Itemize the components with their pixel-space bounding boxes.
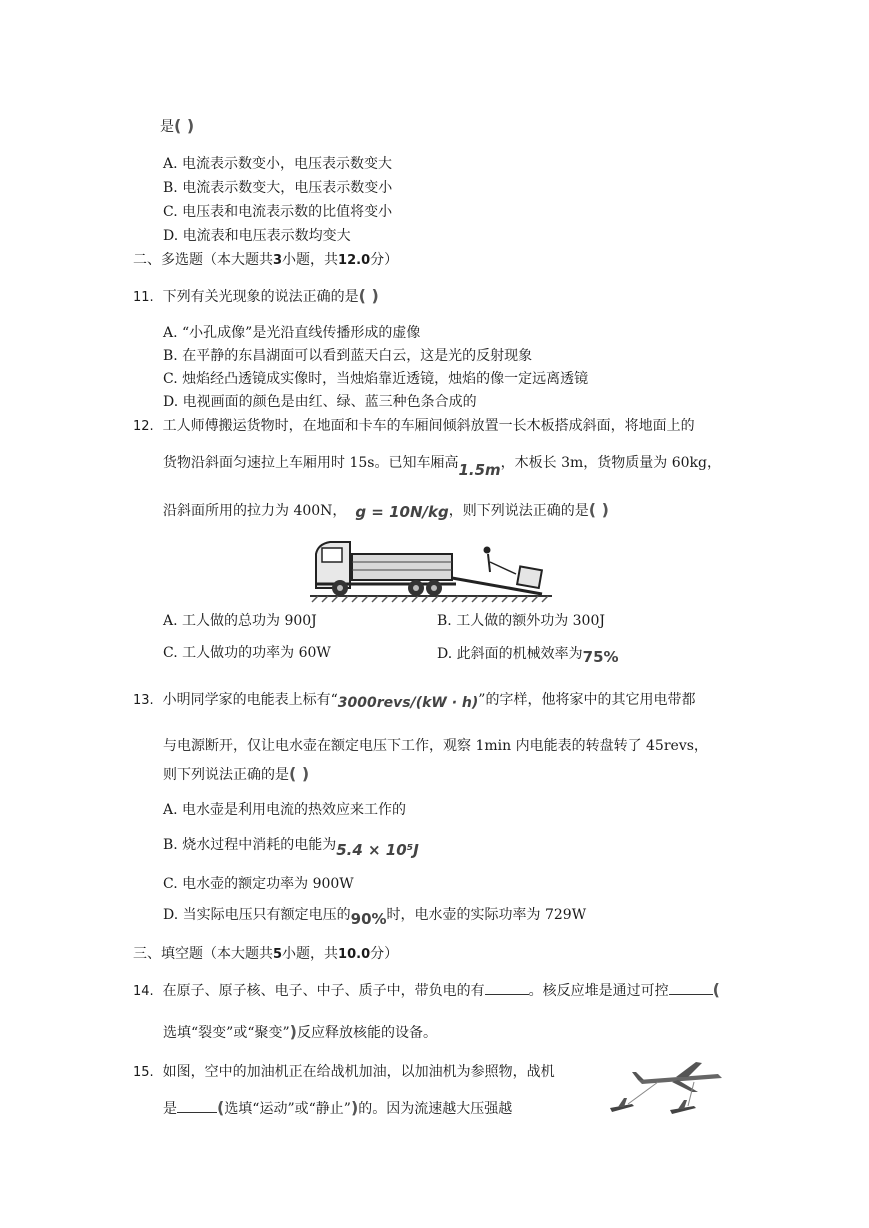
q14-line-1: 14. 在原子、原子核、电子、中子、质子中，带负电的有 。核反应堆是通过可控 ( (133, 980, 720, 999)
q12-line-2: 货物沿斜面匀速拉上车厢用时 15s。已知车厢高1.5m，木板长 3m，货物质量为 60kg， (163, 455, 721, 479)
q10-option-d[interactable]: D. 电流表和电压表示数均变大 (163, 228, 351, 244)
q12-option-a[interactable]: A. 工人做的总功为 900J (163, 613, 317, 629)
q11-option-a[interactable]: A. “小孔成像”是光沿直线传播形成的虚像 (163, 325, 421, 341)
q15-blank-1[interactable] (177, 1098, 217, 1113)
q14-blank-1[interactable] (485, 980, 529, 995)
q14-line-2: 选填“裂变”或“聚变”)反应释放核能的设备。 (163, 1022, 437, 1041)
q10-option-b[interactable]: B. 电流表示数变大，电压表示数变小 (163, 180, 393, 196)
q12-gravity-value: g = 10N/kg (355, 503, 449, 521)
truck-ramp-figure (306, 532, 556, 608)
q10-option-a[interactable]: A. 电流表示数变小，电压表示数变大 (163, 156, 393, 172)
q12-height-value: 1.5m (458, 461, 501, 479)
q12-line-1: 12. 工人师傅搬运货物时，在地面和卡车的车厢间倾斜放置一长木板搭成斜面，将地面上的 (133, 418, 695, 434)
q13-line-2: 与电源断开，仅让电水壶在额定电压下工作，观察 1min 内电能表的转盘转了 45revs， (163, 738, 708, 754)
q10-answer-paren[interactable]: ( ) (174, 116, 195, 135)
q12-option-d[interactable]: D. 此斜面的机械效率为75% (437, 646, 619, 666)
q12-efficiency-value: 75% (582, 648, 619, 666)
q13-option-c[interactable]: C. 电水壶的额定功率为 900W (163, 876, 354, 892)
q10-option-c[interactable]: C. 电压表和电流表示数的比值将变小 (163, 204, 393, 220)
q10-stem-tail: 是( ) (160, 116, 195, 135)
q15-line-2: 是 (选填“运动”或“静止”)的。因为流速越大压强越 (163, 1098, 513, 1117)
q13-option-d[interactable]: D. 当实际电压只有额定电压的90%时，电水壶的实际功率为 729W (163, 907, 587, 928)
aerial-refueling-figure (598, 1060, 738, 1122)
q13-option-a[interactable]: A. 电水壶是利用电流的热效应来工作的 (163, 802, 407, 818)
q13-option-b[interactable]: B. 烧水过程中消耗的电能为5.4 × 10⁵J (163, 837, 419, 859)
q13-answer-paren[interactable]: ( ) (289, 764, 310, 783)
q11-answer-paren[interactable]: ( ) (358, 286, 379, 305)
q13-line-1: 13. 小明同学家的电能表上标有“3000revs/(kW · h)”的字样，他将家中的其它用电带都 (133, 692, 696, 711)
section-2-heading: 二、多选题（本大题共3小题，共12.0分） (133, 252, 399, 268)
q13-meter-constant: 3000revs/(kW · h) (337, 695, 479, 711)
q14-blank-2[interactable] (669, 980, 713, 995)
q11-option-b[interactable]: B. 在平静的东昌湖面可以看到蓝天白云，这是光的反射现象 (163, 348, 533, 364)
q13-voltage-ratio: 90% (350, 910, 387, 928)
q13-energy-value: 5.4 × 10⁵J (336, 841, 419, 859)
q15-line-1: 15. 如图，空中的加油机正在给战机加油，以加油机为参照物，战机 (133, 1064, 555, 1080)
section-3-heading: 三、填空题（本大题共5小题，共10.0分） (133, 946, 399, 962)
q12-answer-paren[interactable]: ( ) (588, 500, 609, 519)
q12-line-3: 沿斜面所用的拉力为 400N， g = 10N/kg，则下列说法正确的是( ) (163, 500, 609, 521)
q12-option-b[interactable]: B. 工人做的额外功为 300J (437, 613, 605, 629)
q13-line-3: 则下列说法正确的是( ) (163, 764, 310, 783)
q11-option-d[interactable]: D. 电视画面的颜色是由红、绿、蓝三种色条合成的 (163, 394, 477, 410)
q11-option-c[interactable]: C. 烛焰经凸透镜成实像时，当烛焰靠近透镜，烛焰的像一定远离透镜 (163, 371, 589, 387)
q12-option-c[interactable]: C. 工人做功的功率为 60W (163, 645, 331, 661)
q11-stem: 11. 下列有关光现象的说法正确的是( ) (133, 286, 379, 305)
